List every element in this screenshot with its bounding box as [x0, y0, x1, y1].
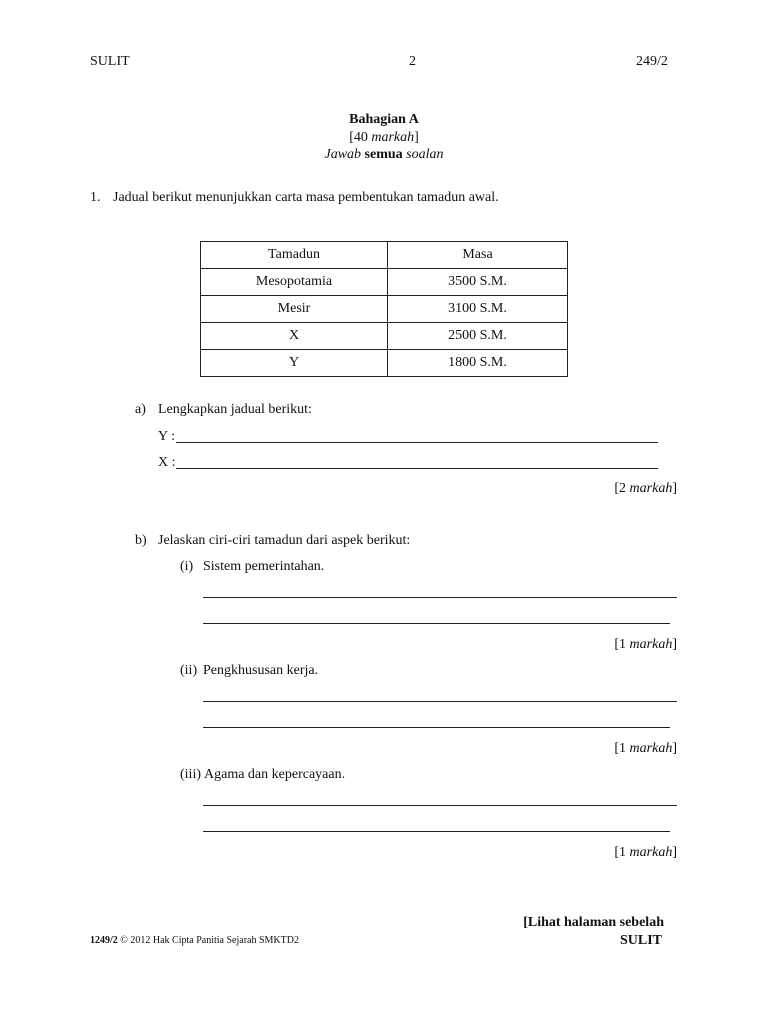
table-row [201, 296, 568, 323]
part-b-label: b) [135, 533, 147, 548]
table-cell-tamadun: Y [201, 350, 388, 377]
item-i-text: Sistem pemerintahan. [203, 559, 325, 574]
item-ii-text: Pengkhususan kerja. [203, 663, 319, 678]
header-sulit: SULIT [90, 54, 130, 69]
table-cell-masa: 1800 S.M. [388, 350, 568, 377]
footer-copyright: 1249/2 © 2012 Hak Cipta Panitia Sejarah SMKTD2 [90, 935, 299, 946]
table-cell-tamadun: Mesopotamia [201, 269, 388, 296]
item-iii-answer-line-1[interactable] [203, 805, 677, 806]
table-row [201, 350, 568, 377]
answer-y-label: Y : [158, 429, 175, 444]
item-iii-answer-line-2[interactable] [203, 831, 670, 832]
civilization-timeline-table [200, 241, 568, 377]
item-i-answer-line-1[interactable] [203, 597, 677, 598]
answer-y-line[interactable] [176, 442, 658, 443]
item-iii-marks: [1 markah] [614, 845, 677, 860]
table-row [201, 269, 568, 296]
question-number: 1. [90, 190, 101, 205]
question-text: Jadual berikut menunjukkan carta masa pembentukan tamadun awal. [113, 190, 499, 205]
section-title: Bahagian A [349, 112, 419, 127]
table-cell-masa: 3500 S.M. [388, 269, 568, 296]
item-ii-answer-line-1[interactable] [203, 701, 677, 702]
item-i-label: (i) [180, 559, 194, 574]
item-i-marks: [1 markah] [614, 637, 677, 652]
footer-sulit: SULIT [619, 933, 662, 948]
table-cell-masa: 2500 S.M. [388, 323, 568, 350]
table-header-tamadun: Tamadun [201, 242, 388, 269]
table-cell-masa: 3100 S.M. [388, 296, 568, 323]
answer-x-line[interactable] [176, 468, 658, 469]
part-a-label: a) [135, 402, 146, 417]
paper-code: 249/2 [636, 54, 668, 69]
part-a-text: Lengkapkan jadual berikut: [158, 402, 312, 417]
item-ii-label: (ii) [180, 663, 198, 678]
part-a-marks: [2 markah] [614, 481, 677, 496]
section-marks: [40 markah] [349, 130, 419, 145]
table-row [201, 323, 568, 350]
item-iii-text: Agama dan kepercayaan. [204, 767, 346, 782]
item-i-answer-line-2[interactable] [203, 623, 670, 624]
part-b-text: Jelaskan ciri-ciri tamadun dari aspek berikut: [158, 533, 411, 548]
answer-x-label: X : [158, 455, 176, 470]
table-cell-tamadun: X [201, 323, 388, 350]
section-instruction: Jawab semua soalan [324, 147, 444, 162]
table-cell-tamadun: Mesir [201, 296, 388, 323]
item-ii-answer-line-2[interactable] [203, 727, 670, 728]
table-header-row [201, 242, 568, 269]
turn-page-note: [Lihat halaman sebelah [523, 915, 664, 930]
table-header-masa: Masa [388, 242, 568, 269]
page-number: 2 [409, 54, 416, 69]
item-iii-label: (iii) [180, 767, 201, 782]
item-ii-marks: [1 markah] [614, 741, 677, 756]
